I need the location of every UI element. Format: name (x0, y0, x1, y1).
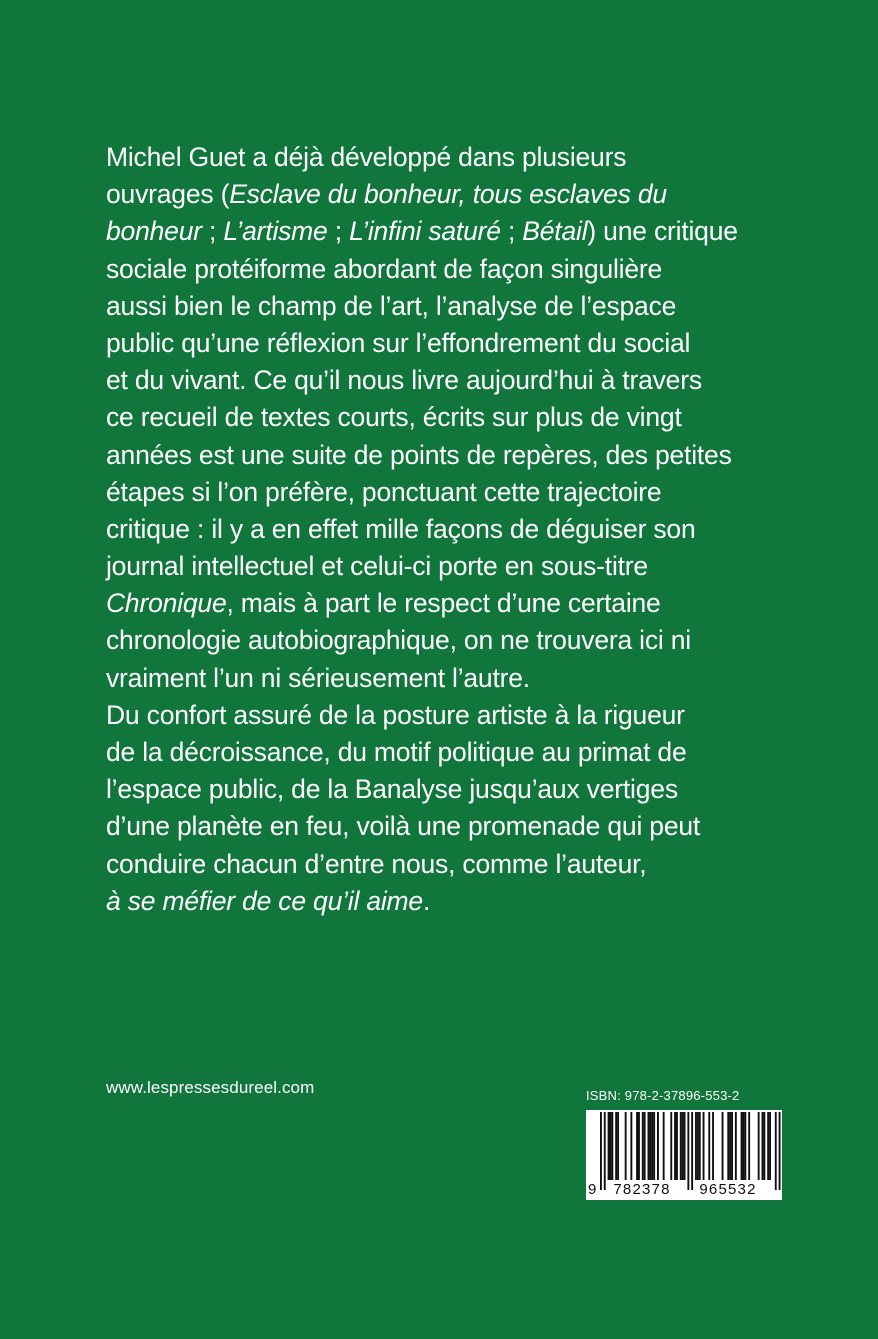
blurb-line (106, 771, 786, 808)
barcode-right-digits: 965532 (699, 1181, 757, 1198)
barcode-bar (758, 1112, 760, 1180)
isbn-block (586, 1087, 782, 1200)
blurb-segment: ouvrages ( (106, 179, 230, 210)
barcode-bar (663, 1112, 665, 1180)
barcode-bar (682, 1112, 684, 1180)
blurb-segment: d’une planète en feu, voilà une promenade qui peut (106, 811, 701, 842)
blurb-line (106, 474, 786, 511)
barcode-bar (676, 1112, 678, 1180)
barcode-bar (735, 1112, 737, 1180)
barcode-bar (697, 1112, 699, 1180)
barcode-bar (651, 1112, 653, 1180)
barcode-bar (638, 1112, 640, 1180)
barcode-bar (748, 1112, 750, 1180)
barcode-bar (615, 1112, 617, 1180)
barcode-bar (699, 1112, 701, 1180)
barcode-bar (670, 1112, 672, 1180)
barcode-bars (600, 1112, 781, 1190)
blurb-line (106, 251, 786, 288)
barcode-bar (727, 1112, 729, 1180)
blurb-segment: conduire chacun d’entre nous, comme l’auteur, (106, 848, 647, 879)
barcode-bar (604, 1112, 606, 1190)
blurb-italic-segment: L’infini saturé (349, 216, 501, 247)
blurb-line (106, 511, 786, 548)
barcode-bar (741, 1112, 743, 1180)
barcode (586, 1110, 782, 1200)
blurb-segment: sociale protéiforme abordant de façon singulière (106, 253, 663, 284)
barcode-bar (674, 1112, 676, 1180)
blurb-line (106, 437, 786, 474)
blurb-segment: ; (500, 216, 523, 247)
barcode-bar (703, 1112, 705, 1180)
barcode-bar (722, 1112, 724, 1180)
blurb-line (106, 585, 786, 622)
barcode-bar (617, 1112, 619, 1180)
barcode-bar (779, 1112, 781, 1190)
blurb-line (106, 213, 786, 250)
barcode-bar (769, 1112, 771, 1180)
blurb-segment: l’espace public, de la Banalyse jusqu’aux vertiges (106, 774, 678, 805)
blurb-line (106, 362, 786, 399)
blurb-line (106, 288, 786, 325)
blurb-line (106, 846, 786, 883)
blurb-segment: vraiment l’un ni sérieusement l’autre. (106, 662, 530, 693)
blurb-segment: ) une critique (587, 216, 738, 247)
blurb-line (106, 548, 786, 585)
blurb-line (106, 399, 786, 436)
barcode-bar (743, 1112, 745, 1180)
blurb-segment: aussi bien le champ de l’art, l’analyse de l’espace (106, 290, 677, 321)
barcode-bar (600, 1112, 602, 1190)
barcode-bar (625, 1112, 627, 1180)
barcode-bar (695, 1112, 697, 1180)
blurb-segment: critique : il y a en effet mille façons de déguiser son (106, 513, 696, 544)
barcode-bar (767, 1112, 769, 1180)
blurb-italic-segment: Bétail (522, 216, 588, 247)
blurb-line (106, 660, 786, 697)
blurb-segment: années est une suite de points de repères, des petites (106, 439, 732, 470)
blurb-segment: ; (201, 216, 224, 247)
blurb-line (106, 808, 786, 845)
blurb-italic-segment: Chronique (106, 588, 227, 619)
barcode-first-digit: 9 (588, 1181, 597, 1198)
barcode-bar (649, 1112, 651, 1180)
barcode-bar (648, 1112, 650, 1180)
barcode-bar (610, 1112, 612, 1180)
barcode-left-digits: 782378 (613, 1181, 671, 1198)
barcode-bar (657, 1112, 659, 1180)
barcode-bar (708, 1112, 710, 1180)
isbn-label: ISBN: 978-2-37896-553-2 (586, 1088, 740, 1103)
barcode-bar (712, 1112, 714, 1180)
blurb-segment: Michel Guet a déjà développé dans plusieurs (106, 142, 627, 172)
blurb-segment: . (422, 885, 431, 916)
barcode-bar (691, 1112, 693, 1190)
blurb-segment: ; (327, 216, 350, 247)
blurb-segment: et du vivant. Ce qu’il nous livre aujourd’hui à travers (106, 365, 702, 396)
barcode-bar (744, 1112, 746, 1180)
barcode-bar (630, 1112, 632, 1180)
barcode-bar (611, 1112, 613, 1180)
blurb-text (106, 139, 786, 920)
barcode-bar (644, 1112, 646, 1180)
barcode-bar (680, 1112, 682, 1180)
blurb-line (106, 697, 786, 734)
blurb-segment: de la décroissance, du motif politique au primat de (106, 737, 687, 767)
barcode-bar (729, 1112, 731, 1180)
blurb-segment: chronologie autobiographique, on ne trouvera ici ni (106, 625, 691, 656)
blurb-segment: Du confort assuré de la posture artiste à la rigueur (106, 699, 685, 730)
blurb-line (106, 325, 786, 362)
barcode-bar (762, 1112, 764, 1180)
blurb-italic-segment: bonheur (106, 216, 202, 247)
blurb-line (106, 622, 786, 659)
barcode-bar (684, 1112, 686, 1180)
blurb-line (106, 176, 786, 213)
blurb-segment: journal intellectuel et celui-ci porte en sous-titre (106, 551, 648, 582)
blurb-segment: ce recueil de textes courts, écrits sur plus de vingt (106, 402, 682, 433)
publisher-website[interactable]: www.lespressesdureel.com (106, 1078, 315, 1097)
barcode-bar (775, 1112, 777, 1190)
barcode-bar (731, 1112, 733, 1180)
barcode-graphic (586, 1110, 782, 1200)
blurb-segment: , mais à part le respect d’une certaine (226, 588, 661, 619)
barcode-bar (642, 1112, 644, 1180)
barcode-bar (763, 1112, 765, 1180)
blurb-italic-segment: L’artisme (223, 216, 328, 247)
blurb-segment: étapes si l’on préfère, ponctuant cette trajectoire (106, 476, 662, 507)
blurb-line (106, 883, 786, 920)
blurb-line (106, 139, 786, 176)
barcode-bar (653, 1112, 655, 1180)
blurb-italic-segment: Esclave du bonheur, tous esclaves du (229, 179, 667, 210)
barcode-bar (608, 1112, 610, 1180)
blurb-italic-segment: à se méfier de ce qu’il aime (106, 885, 423, 916)
barcode-bar (636, 1112, 638, 1180)
blurb-segment: public qu’une réflexion sur l’effondrement du social (106, 327, 691, 358)
barcode-bar (687, 1112, 689, 1190)
blurb-line (106, 734, 786, 771)
